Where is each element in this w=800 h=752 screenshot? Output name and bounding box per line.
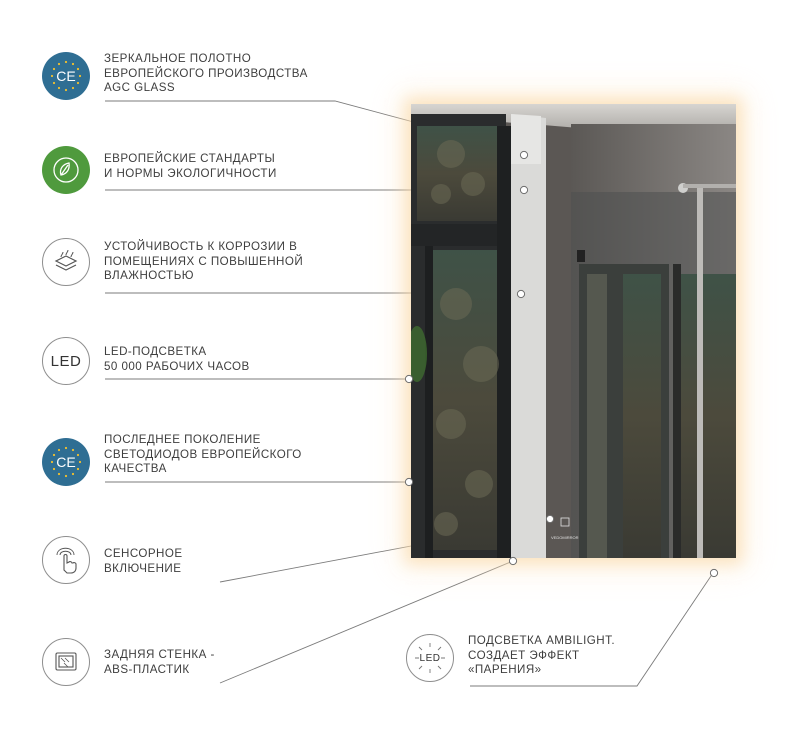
feature-line: СЕНСОРНОЕ — [104, 547, 183, 560]
feature-line: ЕВРОПЕЙСКИЕ СТАНДАРТЫ — [104, 152, 276, 165]
feature-line: AGC GLASS — [104, 81, 176, 94]
feature-line: КАЧЕСТВА — [104, 462, 167, 475]
feature-line: ВКЛЮЧЕНИЕ — [104, 561, 182, 575]
feature-line: СОЗДАЕТ ЭФФЕКТ — [468, 648, 580, 662]
feature-text — [104, 433, 302, 477]
feature-line: ABS-ПЛАСТИК — [104, 662, 190, 676]
led-text-icon — [42, 337, 90, 385]
brand-label: VEDOMIRROR — [551, 535, 579, 540]
feature-line: ЕВРОПЕЙСКОГО ПРОИЗВОДСТВА — [104, 66, 308, 80]
feature-line: ПОДСВЕТКА AMBILIGHT. — [468, 634, 615, 647]
feature-line: LED-ПОДСВЕТКА — [104, 345, 207, 358]
led-icon-label: LED — [419, 652, 441, 664]
feature-line: СВЕТОДИОДОВ ЕВРОПЕЙСКОГО — [104, 447, 302, 461]
feature-text — [104, 345, 250, 374]
touch-hand-icon — [42, 536, 90, 584]
feature-text — [468, 634, 615, 678]
led-icon-label: LED — [50, 352, 82, 370]
svg-text:CE: CE — [56, 454, 76, 470]
feature-line: ВЛАЖНОСТЬЮ — [104, 269, 194, 282]
feature-line: «ПАРЕНИЯ» — [468, 663, 542, 676]
feature-line: 50 000 РАБОЧИХ ЧАСОВ — [104, 359, 250, 373]
feature-text — [104, 648, 215, 677]
feature-line: ЗАДНЯЯ СТЕНКА - — [104, 648, 215, 661]
feature-text — [104, 52, 308, 96]
feature-line: ПОМЕЩЕНИЯХ С ПОВЫШЕННОЙ — [104, 254, 304, 268]
ce-mark-icon — [42, 52, 90, 100]
feature-text — [104, 152, 277, 181]
ce-mark-icon — [42, 438, 90, 486]
feature-text — [104, 547, 183, 576]
feature-line: УСТОЙЧИВОСТЬ К КОРРОЗИИ В — [104, 240, 298, 253]
moisture-layers-icon — [42, 238, 90, 286]
back-panel-icon — [42, 638, 90, 686]
eco-leaf-icon — [42, 146, 90, 194]
feature-text — [104, 240, 303, 284]
mirror-image — [411, 104, 736, 558]
feature-line: ПОСЛЕДНЕЕ ПОКОЛЕНИЕ — [104, 433, 261, 446]
feature-line: ЗЕРКАЛЬНОЕ ПОЛОТНО — [104, 52, 252, 65]
led-glow-icon — [406, 634, 454, 682]
svg-text:CE: CE — [56, 68, 76, 84]
feature-line: И НОРМЫ ЭКОЛОГИЧНОСТИ — [104, 166, 277, 180]
